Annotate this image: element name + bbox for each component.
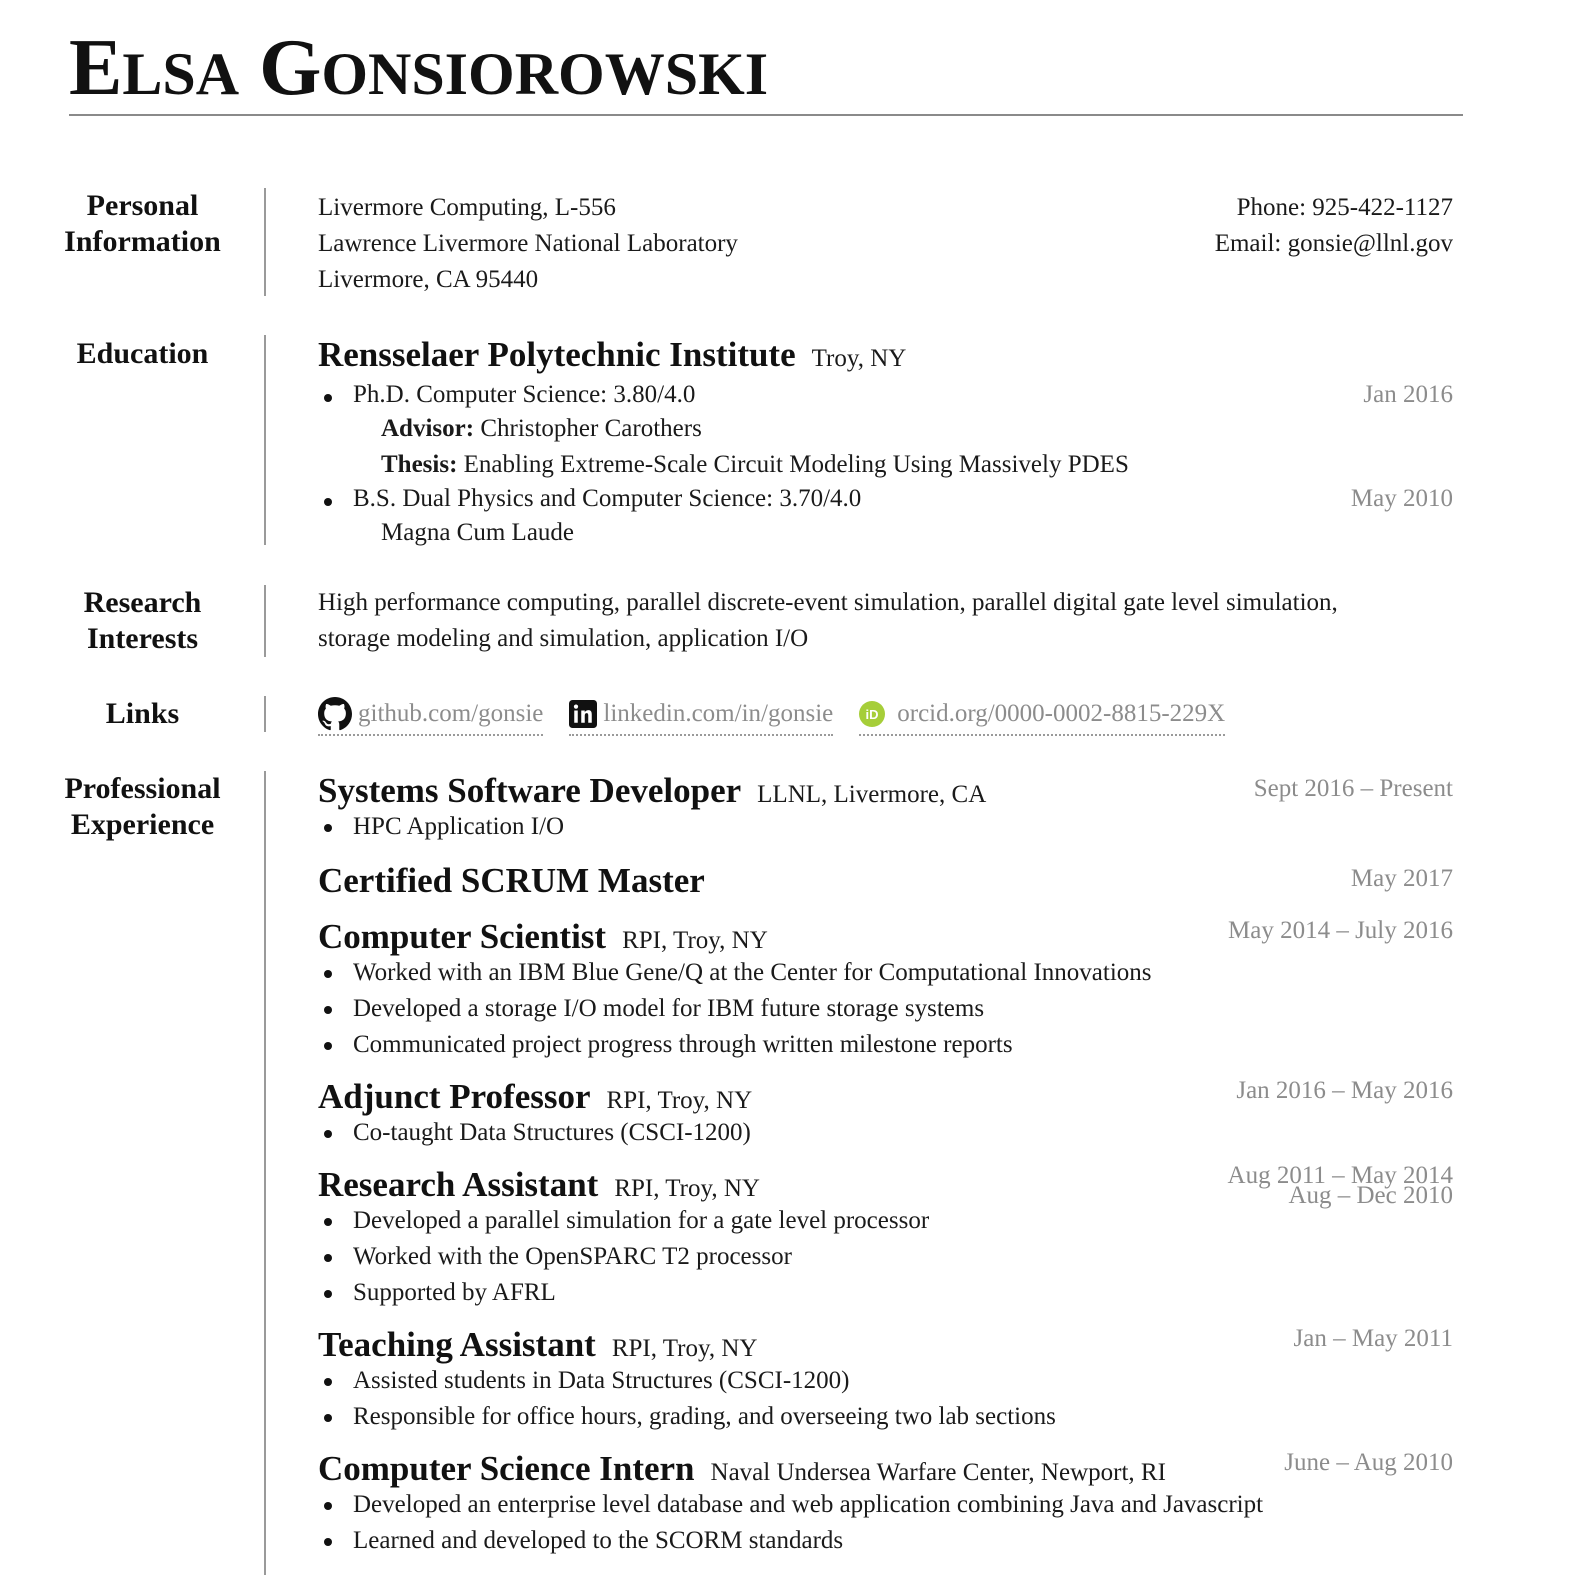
job-entry [318,1449,1453,1487]
degree-item: Ph.D. Computer Science: 3.80/4.0 Jan 2016 [318,379,1453,411]
job-title: Research Assistant [318,1165,599,1204]
thesis-line: Thesis: Enabling Extreme-Scale Circuit Modeling Using Massively PDES [381,451,1129,478]
section-title-research: Research Interests [83,586,202,655]
job-date: Jan – May 2011 [1293,1325,1453,1352]
research-text: storage modeling and simulation, application I/O [318,625,809,652]
github-icon [318,697,352,731]
degree-date: Jan 2016 [1363,381,1453,408]
school-name: Rensselaer Polytechnic Institute [318,335,796,374]
job-date: June – Aug 2010 [1284,1449,1453,1476]
section-divider [264,696,266,732]
job-date: Jan 2016 – May 2016 [1236,1077,1453,1104]
job-entry [318,1325,1453,1363]
degree-date: May 2010 [1350,485,1453,512]
section-title-personal: Personal Information [64,189,221,258]
section-divider [264,585,266,657]
job-title: Systems Software Developer [318,771,742,810]
section-divider [264,771,266,1575]
job-entry [318,771,1453,809]
job-bullet: Developed a parallel simulation for a gate level processor [318,1203,1453,1239]
job-title: Adjunct Professor [318,1077,591,1116]
job-title: Computer Science Intern [318,1449,695,1488]
header-divider [69,114,1463,116]
school-heading [318,335,1453,379]
job-entry [318,917,1453,955]
svg-text:iD: iD [865,706,879,722]
orcid-icon [859,701,885,727]
job-location: RPI, Troy, NY [611,1335,758,1362]
job-bullet: Developed a storage I/O model for IBM future storage systems [318,991,1453,1027]
honor-line: Magna Cum Laude [381,519,575,546]
job-bullet: Responsible for office hours, grading, and overseeing two lab sections [318,1399,1453,1435]
school-location: Troy, NY [811,345,907,372]
job-bullet: Learned and developed to the SCORM standards [318,1523,1453,1559]
job-date: Aug – Dec 2010 [1288,1182,1453,1209]
job-bullet: Developed an enterprise level database and web application combining Java and Javascript [318,1487,1453,1523]
job-title: Computer Scientist [318,917,607,956]
job-location: RPI, Troy, NY [614,1175,760,1202]
job-bullet: Co-taught Data Structures (CSCI-1200) [318,1115,1453,1151]
job-entry [318,861,1453,903]
phone: Phone: 925-422-1127 [1236,194,1453,221]
job-entry [318,1162,1453,1209]
address-line: Livermore Computing, L-556 [318,194,616,221]
job-bullet: Assisted students in Data Structures (CSCI-1200) [318,1363,1453,1399]
job-bullet: Communicated project progress through written milestone reports [318,1027,1453,1063]
job-bullet: Worked with the OpenSPARC T2 processor [318,1239,1453,1275]
section-divider [264,335,266,545]
job-location: Naval Undersea Warfare Center, Newport, RI [710,1459,1166,1486]
address-line: Livermore, CA 95440 [318,266,539,293]
job-location: RPI, Troy, NY [606,1087,753,1114]
section-divider [264,188,266,296]
job-date: May 2014 – July 2016 [1228,917,1453,944]
section-title-experience: Professional Experience [64,772,221,841]
email: Email: gonsie@llnl.gov [1214,230,1453,257]
job-bullet: Supported by AFRL [318,1275,1453,1311]
linkedin-link[interactable]: linkedin.com/in/gonsie [569,696,833,736]
degree-item: B.S. Dual Physics and Computer Science: 3.70/4.0 May 2010 [318,483,1453,515]
job-title: Teaching Assistant [318,1325,596,1364]
job-bullet: Worked with an IBM Blue Gene/Q at the Center for Computational Innovations [318,955,1453,991]
job-date: Sept 2016 – Present [1253,775,1453,802]
job-date: Aug 2011 – May 2014 [1227,1162,1453,1189]
job-entry [318,1077,1453,1115]
section-title-links: Links [105,697,180,730]
job-location: RPI, Troy, NY [622,927,768,954]
research-text: High performance computing, parallel discrete-event simulation, parallel digital gate level simulation, [318,589,1338,616]
advisor-line: Advisor: Christopher Carothers [381,415,702,442]
job-location: LLNL, Livermore, CA [757,781,987,808]
section-title-education: Education [76,337,209,370]
orcid-link[interactable]: iD orcid.org/0000-0002-8815-229X [859,696,1225,736]
job-bullet: HPC Application I/O [318,809,1453,845]
linkedin-icon [569,700,597,728]
resume-name: ELSA GONSIOROWSKI [69,24,769,112]
job-date: May 2017 [1350,865,1453,892]
address-line: Lawrence Livermore National Laboratory [318,230,738,257]
job-title: Certified SCRUM Master [318,861,705,900]
github-link[interactable]: github.com/gonsie [318,696,543,736]
